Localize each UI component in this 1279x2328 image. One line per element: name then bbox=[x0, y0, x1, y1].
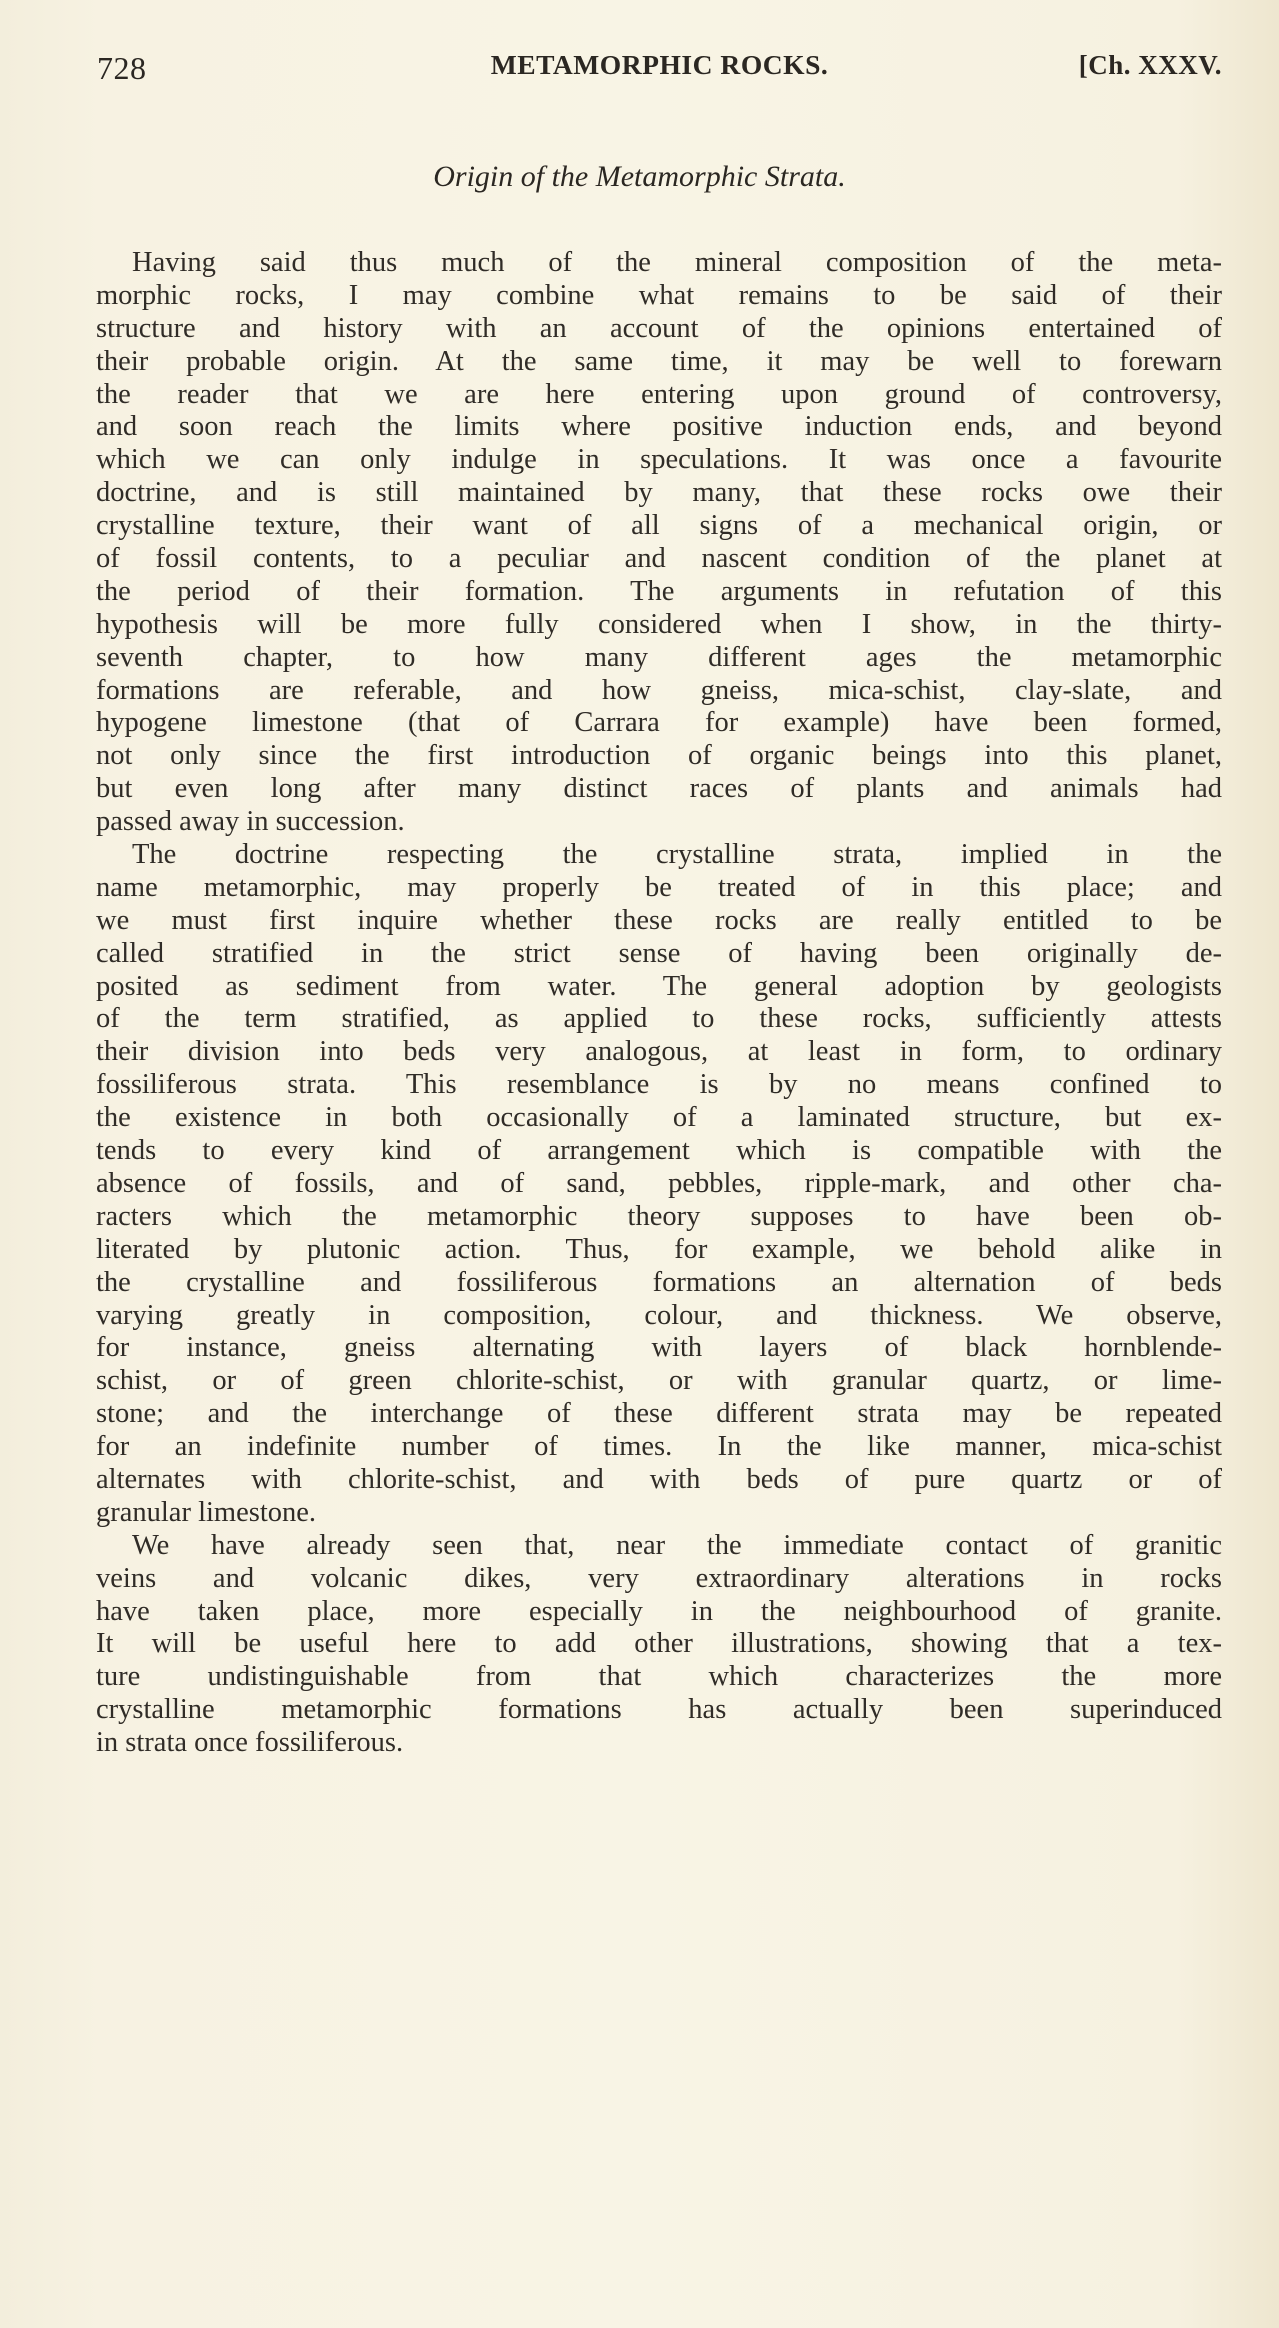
text-line: the existence in both occasionally of a laminated structure, but ex- bbox=[96, 1102, 1222, 1134]
text-line: which we can only indulge in speculations. It was once a favourite bbox=[96, 444, 1222, 476]
text-line: their probable origin. At the same time, it may be well to forewarn bbox=[96, 345, 1222, 377]
text-line: their division into beds very analogous, at least in form, to ordinary bbox=[96, 1036, 1222, 1068]
chapter-reference: [Ch. XXXV. bbox=[1078, 50, 1222, 80]
text-line: We have already seen that, near the immediate contact of granitic bbox=[132, 1529, 1222, 1561]
text-line: doctrine, and is still maintained by many, that these rocks owe their bbox=[96, 477, 1222, 509]
text-line: seventh chapter, to how many different ages the metamorphic bbox=[96, 641, 1222, 673]
text-line: The doctrine respecting the crystalline strata, implied in the bbox=[132, 839, 1222, 871]
paragraph bbox=[96, 839, 1222, 1530]
text-line: ture undistinguishable from that which characterizes the more bbox=[96, 1661, 1222, 1693]
text-line: for instance, gneiss alternating with layers of black hornblende- bbox=[96, 1332, 1222, 1364]
text-line: racters which the metamorphic theory supposes to have been ob- bbox=[96, 1200, 1222, 1232]
body-text bbox=[96, 247, 1222, 1760]
text-line: veins and volcanic dikes, very extraordinary alterations in rocks bbox=[96, 1562, 1222, 1594]
text-line: and soon reach the limits where positive induction ends, and beyond bbox=[96, 411, 1222, 443]
text-line: name metamorphic, may properly be treated of in this place; and bbox=[96, 871, 1222, 903]
paragraph bbox=[96, 247, 1222, 839]
text-line: called stratified in the strict sense of having been originally de- bbox=[96, 937, 1222, 969]
text-line: hypogene limestone (that of Carrara for example) have been formed, bbox=[96, 707, 1222, 739]
paragraph bbox=[96, 1530, 1222, 1760]
text-line: fossiliferous strata. This resemblance is by no means confined to bbox=[96, 1069, 1222, 1101]
text-line: of the term stratified, as applied to these rocks, sufficiently attests bbox=[96, 1003, 1222, 1035]
text-line: It will be useful here to add other illustrations, showing that a tex- bbox=[96, 1628, 1222, 1660]
text-line: Having said thus much of the mineral composition of the meta- bbox=[132, 247, 1222, 278]
text-line: passed away in succession. bbox=[96, 806, 405, 838]
text-line: posited as sediment from water. The general adoption by geologists bbox=[96, 970, 1222, 1002]
text-line: have taken place, more especially in the neighbourhood of granite. bbox=[96, 1595, 1222, 1627]
text-line: the reader that we are here entering upon ground of controversy, bbox=[96, 378, 1222, 410]
page-number: 728 bbox=[97, 50, 147, 86]
text-line: formations are referable, and how gneiss, mica-schist, clay-slate, and bbox=[96, 674, 1222, 706]
text-line: absence of fossils, and of sand, pebbles, ripple-mark, and other cha- bbox=[96, 1167, 1222, 1199]
running-title: METAMORPHIC ROCKS. bbox=[490, 50, 829, 80]
text-line: crystalline texture, their want of all signs of a mechanical origin, or bbox=[96, 510, 1222, 542]
text-line: for an indefinite number of times. In the like manner, mica-schist bbox=[96, 1431, 1222, 1463]
text-line: stone; and the interchange of these different strata may be repeated bbox=[96, 1398, 1222, 1430]
text-line: the crystalline and fossiliferous formations an alternation of beds bbox=[96, 1266, 1222, 1298]
text-line: crystalline metamorphic formations has actually been superinduced bbox=[96, 1694, 1222, 1726]
text-line: we must first inquire whether these rocks are really entitled to be bbox=[96, 904, 1222, 936]
text-line: the period of their formation. The arguments in refutation of this bbox=[96, 575, 1222, 607]
text-line: granular limestone. bbox=[96, 1496, 317, 1528]
text-line: not only since the first introduction of organic beings into this planet, bbox=[96, 740, 1222, 772]
text-line: but even long after many distinct races of plants and animals had bbox=[96, 773, 1222, 805]
text-line: in strata once fossiliferous. bbox=[96, 1727, 404, 1759]
text-line: hypothesis will be more fully considered when I show, in the thirty- bbox=[96, 608, 1222, 640]
text-line: tends to every kind of arrangement which is compatible with the bbox=[96, 1135, 1222, 1167]
text-line: structure and history with an account of the opinions entertained of bbox=[96, 312, 1222, 344]
text-line: alternates with chlorite-schist, and with beds of pure quartz or of bbox=[96, 1463, 1222, 1495]
running-head bbox=[97, 50, 1222, 90]
text-line: of fossil contents, to a peculiar and nascent condition of the planet at bbox=[96, 543, 1222, 575]
section-title: Origin of the Metamorphic Strata. bbox=[433, 160, 846, 193]
text-line: morphic rocks, I may combine what remains to be said of their bbox=[96, 279, 1222, 311]
text-line: varying greatly in composition, colour, and thickness. We observe, bbox=[96, 1299, 1222, 1331]
text-line: literated by plutonic action. Thus, for example, we behold alike in bbox=[96, 1233, 1222, 1265]
text-line: schist, or of green chlorite-schist, or with granular quartz, or lime- bbox=[96, 1365, 1222, 1397]
